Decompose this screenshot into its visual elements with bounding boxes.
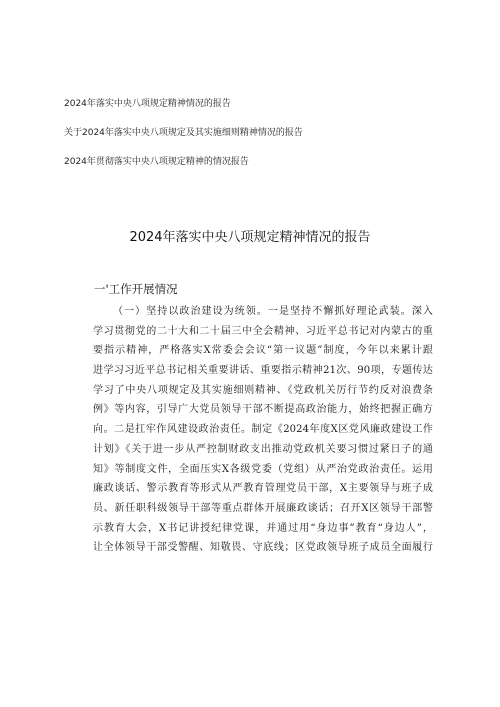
paragraph-line: 向。二是扛牢作风建设政治责任。制定《2024年度X区党风廉政建设工作 <box>93 424 433 436</box>
body-paragraph <box>93 302 433 558</box>
paragraph-line: 进学习习近平总书记相关重要讲话、重要指示精神21次、90项，专题传达 <box>93 365 433 377</box>
paragraph-line: 学习了中央八项规定及其实施细则精神、《党政机关厉行节约反对浪费条 <box>93 384 433 396</box>
paragraph-line: 示教育大会，X书记讲授纪律党课，并通过用“身边事”教育“身边人”， <box>93 522 433 534</box>
paragraph-line: 要指示精神，严格落实X常委会会议“第一议题”制度，今年以来累计跟 <box>93 345 433 357</box>
paragraph-line: 学习贯彻党的二十大和二十届三中全会精神、习近平总书记对内蒙古的重 <box>93 325 433 337</box>
document-title: 2024年落实中央八项规定精神情况的报告 <box>129 230 371 245</box>
paragraph-line: 廉政谈话、警示教育等形式从严教育管理党员干部，X主要领导与班子成 <box>93 483 433 495</box>
table-of-contents <box>64 98 464 185</box>
paragraph-line: 例》等内容，引导广大党员领导干部不断提高政治能力，始终把握正确方 <box>93 404 433 416</box>
paragraph-line: 员、新任职科级领导干部等重点群体开展廉政谈话；召开X区领导干部警 <box>93 502 433 514</box>
paragraph-line: （一）坚持以政治建设为统领。一是坚持不懈抓好理论武装。深入 <box>113 306 433 317</box>
paragraph-line: 计划》《关于进一步从严控制财政支出推动党政机关要习惯过紧日子的通 <box>93 443 433 455</box>
paragraph-line: 知》等制度文件，全面压实X各级党委（党组）从严治党政治责任。运用 <box>93 463 433 475</box>
toc-item[interactable]: 2024年贯彻落实中央八项规定精神的情况报告 <box>64 157 249 167</box>
paragraph-line: 让全体领导干部受警醒、知敬畏、守底线；区党政领导班子成员全面履行 <box>93 542 433 554</box>
toc-item[interactable]: 2024年落实中央八项规定精神情况的报告 <box>64 99 231 109</box>
section-heading: 一'工作开展情况 <box>94 282 178 296</box>
toc-item[interactable]: 关于2024年落实中央八项规定及其实施细则精神情况的报告 <box>64 128 303 138</box>
